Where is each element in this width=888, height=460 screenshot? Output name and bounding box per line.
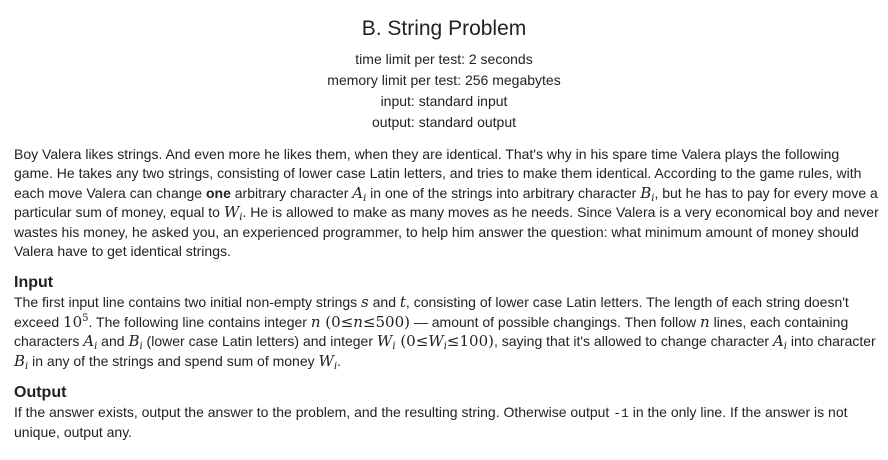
- math-bi-3: $B_i$: [14, 351, 29, 372]
- math-bi-2: $B_i$: [128, 332, 143, 353]
- math-bi: $B_i$: [640, 183, 655, 204]
- legend-paragraph: Boy Valera likes strings. And even more he likes them, when they are identical. That's why in his spare time Valera plays the following game. He takes any two strings, consisting of lower case Latin letters, and tries to make them identical. According to the game rules, with each move Valera can change one arbitrary character $A_i$ in one of the strings into arbitrary character $B_i$, but he has to pay for every move a particular sum of money, equal to $W_i$. He is allowed to make as many moves as he needs. Since Valera is a very economical boy and never wastes his money, he asked you, an experienced programmer, to help him answer the question: what minimum amount of money should Valera have to get identical strings.: [14, 146, 879, 260]
- math-ai-3: $A_i$: [772, 332, 787, 353]
- memory-limit: memory limit per test: 256 megabytes: [327, 72, 561, 88]
- math-limit: $10^5$: [63, 312, 89, 331]
- time-limit: time limit per test: 2 seconds: [355, 51, 533, 67]
- math-wi: $W_i$: [223, 203, 243, 224]
- input-section-title: Input: [14, 274, 54, 292]
- output-type: output: standard output: [372, 114, 516, 130]
- math-ai-2: $A_i$: [83, 332, 98, 353]
- output-paragraph: If the answer exists, output the answer to the problem, and the resulting string. Otherwise output -1 in the only line. If the answer is not unique, output any.: [14, 404, 848, 441]
- math-s: s: [361, 293, 369, 312]
- math-n: n: [700, 312, 710, 331]
- math-n-range: n (0≤n≤500): [310, 312, 410, 331]
- problem-statement: [14, 145, 880, 443]
- output-section-title: Output: [14, 384, 67, 402]
- math-ai: $A_i$: [352, 183, 367, 204]
- problem-header: [0, 0, 888, 133]
- bold-one: one: [205, 184, 231, 201]
- problem-title: B. String Problem: [361, 17, 527, 40]
- math-t: t: [399, 293, 406, 312]
- math-wi-2: $W_i$: [318, 351, 338, 372]
- input-paragraph: The first input line contains two initial non-empty strings s and t, consisting of lower case Latin letters. The length of each string doesn't exceed $10^5$. The following line contains integer n (0≤n≤500) — amount of possible changings. Then follow n lines, each containing characters $A_i$ and $B_i$ (lower case Latin letters) and integer $W_i$ $(0\le W_i\le 100)$, saying that it's allowed to change character $A_i$ into character $B_i$ in any of the strings and spend sum of money $W_i$.: [14, 293, 876, 372]
- input-type: input: standard input: [380, 93, 508, 109]
- code-minus-one: -1: [613, 406, 629, 422]
- math-wi-range: $W_i$ $(0\le W_i\le 100)$: [376, 332, 494, 353]
